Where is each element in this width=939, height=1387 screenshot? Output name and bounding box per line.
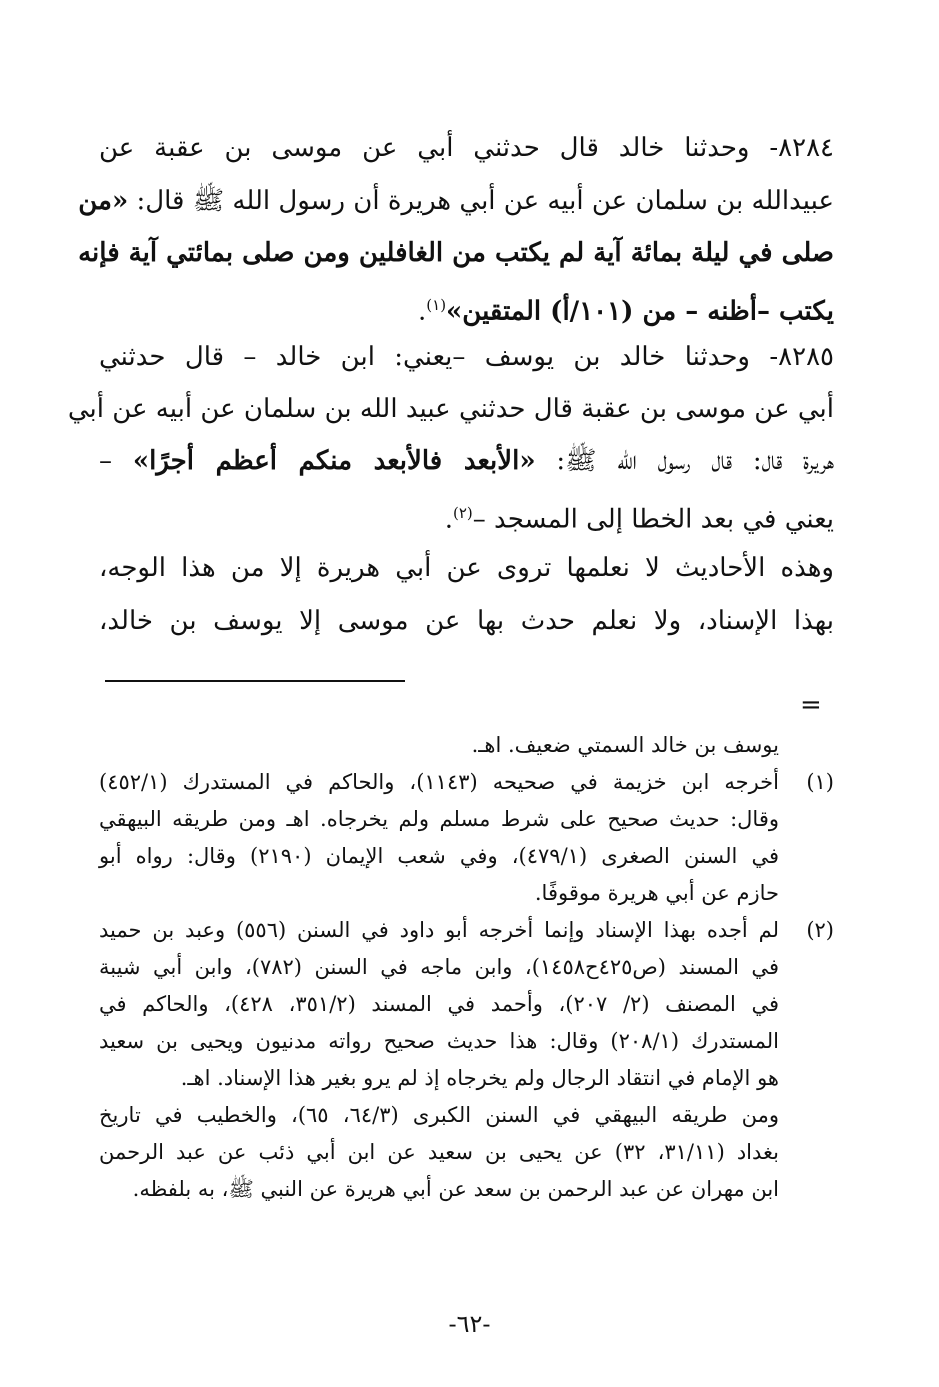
text-segment: وهذه الأحاديث لا نعلمها تروى عن أبي هريرة إلا من هذا الوجه،	[99, 553, 834, 583]
text-segment: –	[99, 446, 133, 476]
text-segment: هريرة قال: قال رسول الله ﷺ:	[535, 446, 835, 476]
text-segment: بهذا الإسناد، ولا نعلم حدث بها عن موسى إلا يوسف بن خالد،	[99, 606, 834, 636]
hadith-8285-line-2	[67, 389, 834, 429]
footnote-2-line: ابن مهران عن عبد الرحمن بن سعد عن أبي هريرة عن النبي ﷺ، به بلفظه.	[132, 1177, 779, 1201]
page-number: -٦٢-	[448, 1310, 491, 1338]
text-segment: ٨٢٨٤- وحدثنا خالد قال حدثني أبي عن موسى بن عقبة عن	[99, 133, 834, 163]
footnote-1-line: وقال: حديث صحيح على شرط مسلم ولم يخرجاه. اهـ ومن طريقه البيهقي	[99, 807, 779, 831]
footnote-2-line: المستدرك (٢٠٨/١) وقال: هذا حديث صحيح رواته مدنيون ويحيى بن سعيد	[99, 1029, 779, 1053]
hadith-8284-line-1	[99, 128, 834, 168]
text-segment: .	[444, 504, 453, 535]
text-segment: يعني في بعد الخطا إلى المسجد –	[472, 504, 834, 535]
hadith-8285-line-1	[99, 337, 834, 377]
footnote-2-line: ومن طريقه البيهقي في السنن الكبرى (٦٤/٣، ٦٥)، والخطيب في تاريخ	[99, 1103, 780, 1127]
footnote-1-line: حازم عن أبي هريرة موقوفًا.	[534, 881, 779, 905]
footnote-ref-2[interactable]: (٢)	[453, 504, 473, 522]
text-segment: عبيدالله بن سلمان عن أبيه عن أبي هريرة أن رسول الله ﷺ قال:	[128, 186, 834, 216]
hadith-8284-line-2	[78, 181, 834, 221]
hadith-8284-line-4	[99, 285, 834, 332]
text-segment: .	[418, 296, 427, 327]
footnote-2-line: هو الإمام في انتقاد الرجال ولم يخرجاه إذ لم يرو بغير هذا الإسناد. اهـ.	[180, 1066, 779, 1090]
footnote-ref-1[interactable]: (١)	[426, 296, 447, 314]
footnote-2-number: (٢)	[806, 918, 834, 942]
hadith-text-bold: «الأبعد فالأبعد منكم أعظم أجرًا»	[132, 446, 536, 476]
footnote-1-line: أخرجه ابن خزيمة في صحيحه (١١٤٣)، والحاكم في المستدرك (٤٥٢/١)	[99, 770, 779, 794]
hadith-text-bold: «من	[78, 186, 129, 216]
hadith-text-bold: يكتب –أظنه – من (١٠١/أ) المتقين»	[446, 296, 834, 327]
hadith-8285-line-4	[99, 493, 834, 540]
footnote-2-line: في المسند (ص٤٢٥ح١٤٥٨)، وابن ماجه في السنن (٧٨٢)، وابن أبي شيبة	[99, 955, 779, 979]
hadith-8285-line-3	[99, 441, 834, 481]
footnote-2-line: في المصنف (٢/ ٢٠٧)، وأحمد في المسند (٣٥١/٢، ٤٢٨)، والحاكم في	[99, 992, 779, 1016]
continuation-mark: =	[800, 690, 822, 720]
text-segment: أبي عن موسى بن عقبة قال حدثني عبيد الله بن سلمان عن أبيه عن أبي	[67, 394, 834, 424]
footnote-continuation: يوسف بن خالد السمتي ضعيف. اهـ.	[471, 733, 779, 757]
footnote-2-line: بغداد (٣١/١١، ٣٢) عن يحيى بن سعيد عن ابن أبي ذئب عن عبد الرحمن	[99, 1140, 780, 1164]
hadith-8284-line-3	[78, 233, 834, 273]
closing-line-1	[99, 548, 834, 588]
footnote-separator	[105, 680, 405, 682]
closing-line-2	[99, 601, 834, 641]
footnote-1-number: (١)	[806, 770, 834, 794]
footnote-2-line: لم أجده بهذا الإسناد وإنما أخرجه أبو داود في السنن (٥٥٦) وعبد بن حميد	[99, 918, 780, 942]
hadith-text-bold: صلى في ليلة بمائة آية لم يكتب من الغافلين ومن صلى بمائتي آية فإنه	[78, 238, 834, 268]
text-segment: ٨٢٨٥- وحدثنا خالد بن يوسف –يعني: ابن خالد – قال حدثني	[99, 342, 834, 372]
footnote-1-line: في السنن الصغرى (٤٧٩/١)، وفي شعب الإيمان (٢١٩٠) وقال: رواه أبو	[99, 844, 780, 868]
